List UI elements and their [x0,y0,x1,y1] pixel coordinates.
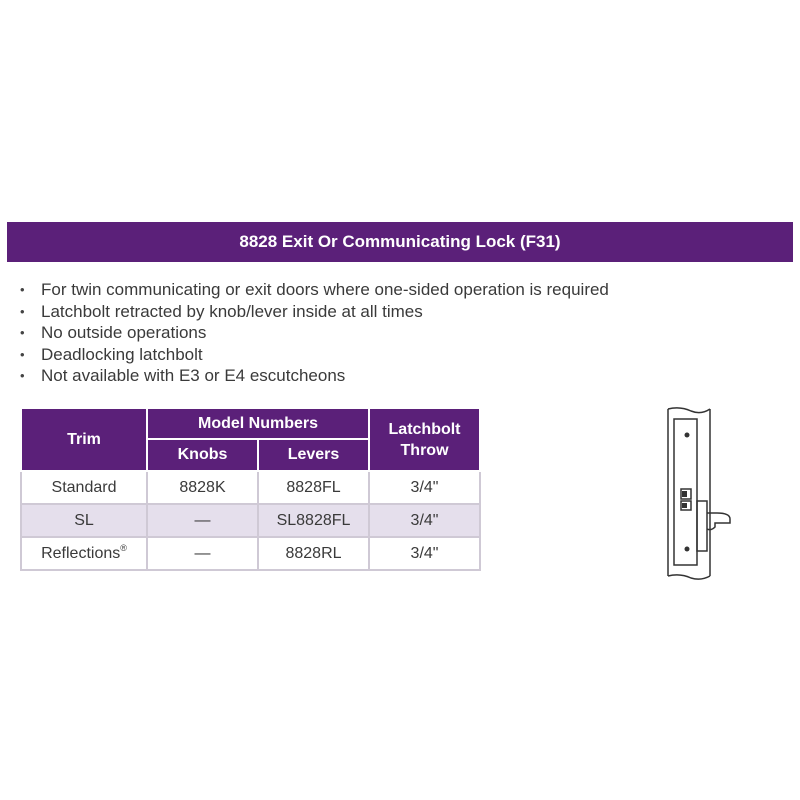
cell-knobs: — [147,537,258,570]
cell-knobs: 8828K [147,471,258,504]
cell-levers: 8828FL [258,471,369,504]
list-item: • Deadlocking latchbolt [20,344,609,366]
list-item: • For twin communicating or exit doors where one-sided operation is required [20,279,609,301]
cell-levers: 8828RL [258,537,369,570]
cell-knobs: — [147,504,258,537]
header-knobs: Knobs [147,439,258,471]
cell-trim: Reflections® [21,537,147,570]
mortise-lock-drawing-icon [655,405,740,580]
cell-throw: 3/4" [369,504,480,537]
list-item: • Latchbolt retracted by knob/lever inside at all times [20,301,609,323]
cell-trim: Standard [21,471,147,504]
title-bar [7,222,793,262]
page-title: 8828 Exit Or Communicating Lock (F31) [239,232,561,251]
cell-throw: 3/4" [369,537,480,570]
cell-levers: SL8828FL [258,504,369,537]
header-levers: Levers [258,439,369,471]
table-row [21,537,480,570]
cell-throw: 3/4" [369,471,480,504]
table-row [21,471,480,504]
cell-trim: SL [21,504,147,537]
header-latchbolt: Latchbolt [388,420,461,438]
header-throw: Throw [400,441,449,459]
table-row [21,504,480,537]
header-latchbolt-throw [369,408,480,471]
header-trim: Trim [21,408,147,471]
list-item: • Not available with E3 or E4 escutcheons [20,365,609,387]
registered-mark: ® [120,542,127,553]
header-model-numbers: Model Numbers [147,408,369,439]
model-table [20,407,481,571]
feature-list [20,279,609,387]
list-item: • No outside operations [20,322,609,344]
